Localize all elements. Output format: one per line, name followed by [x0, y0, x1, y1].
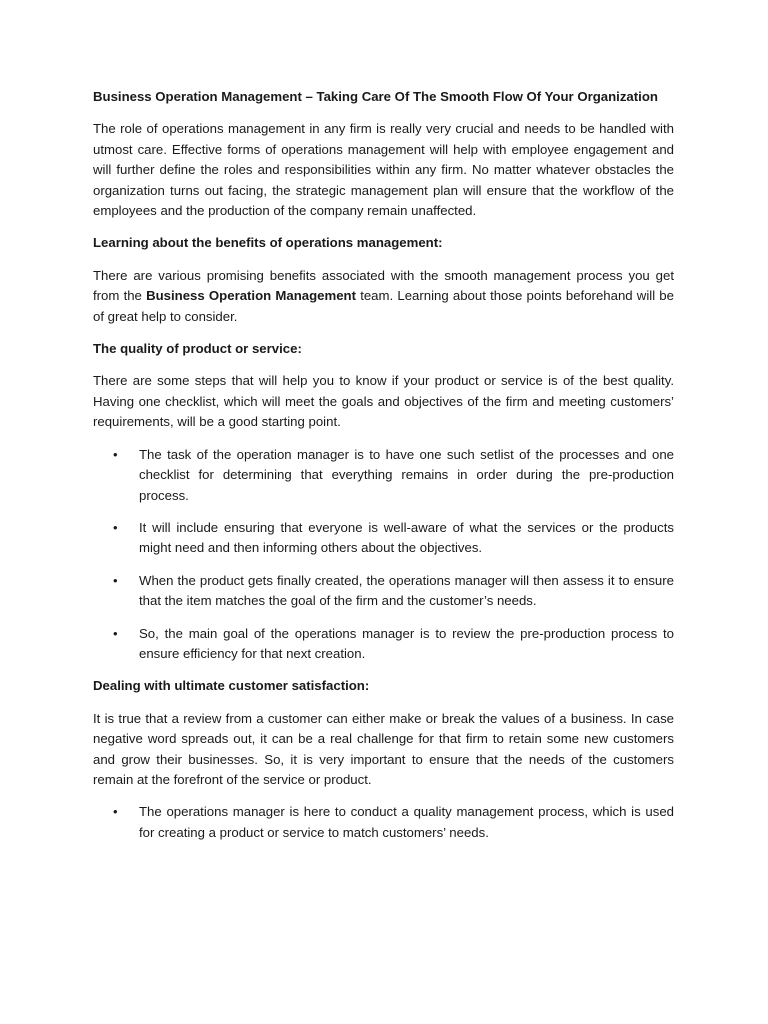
list-item-text: The task of the operation manager is to have one such setlist of the processes and one checklist for determining that everything remains in order during the pre-production process.	[139, 446, 674, 503]
bullet-icon: •	[113, 519, 118, 535]
bullet-icon: •	[113, 625, 118, 641]
satisfaction-bullet-list	[93, 802, 674, 843]
list-item	[93, 624, 674, 665]
section-heading-benefits: Learning about the benefits of operations management:	[93, 235, 443, 251]
list-item-text: The operations manager is here to conduct a quality management process, which is used for creating a product or service to match customers’ needs.	[139, 804, 674, 840]
document-title: Business Operation Management – Taking Care Of The Smooth Flow Of Your Organization	[93, 89, 658, 104]
list-item	[93, 802, 674, 843]
list-item	[93, 518, 674, 559]
intro-paragraph: The role of operations management in any firm is really very crucial and needs to be handled with utmost care. Effective forms of operations management will help with employee engagement and will further define the roles and responsibilities within any firm. No matter whatever obstacles the organization turns out facing, the strategic management plan will ensure that the workflow of the employees and the production of the company remain unaffected.	[93, 121, 674, 219]
document-page	[93, 87, 674, 855]
quality-paragraph: There are some steps that will help you to know if your product or service is of the best quality. Having one checklist, which will meet the goals and objectives of the firm and meeting customers’ requirements, will be a good starting point.	[93, 373, 674, 430]
benefits-text-after: team. Learning about those points beforehand will be of great help to consider.	[93, 288, 674, 324]
bullet-icon: •	[113, 572, 118, 588]
section-heading-quality: The quality of product or service:	[93, 341, 302, 357]
list-item-text: It will include ensuring that everyone is well-aware of what the services or the products might need and then informing others about the objectives.	[139, 519, 674, 556]
bullet-icon: •	[113, 804, 118, 820]
benefits-text-before: There are various promising benefits associated with the smooth management process you get from the	[93, 267, 674, 304]
bullet-icon: •	[113, 446, 118, 462]
list-item-text: When the product gets finally created, the operations manager will then assess it to ensure that the item matches the goal of the firm and the customer’s needs.	[139, 572, 674, 609]
list-item	[93, 445, 674, 506]
benefits-paragraph	[93, 266, 674, 327]
list-item	[93, 571, 674, 612]
satisfaction-paragraph: It is true that a review from a customer can either make or break the values of a business. In case negative word spreads out, it can be a real challenge for that firm to retain some new customers and grow their businesses. So, it is very important to ensure that the needs of the customers remain at the forefront of the service or product.	[93, 710, 674, 787]
benefits-text-bold: Business Operation Management	[146, 288, 356, 304]
section-heading-satisfaction: Dealing with ultimate customer satisfaction:	[93, 678, 370, 694]
list-item-text: So, the main goal of the operations manager is to review the pre-production process to ensure efficiency for that next creation.	[139, 625, 674, 661]
quality-bullet-list	[93, 445, 674, 665]
